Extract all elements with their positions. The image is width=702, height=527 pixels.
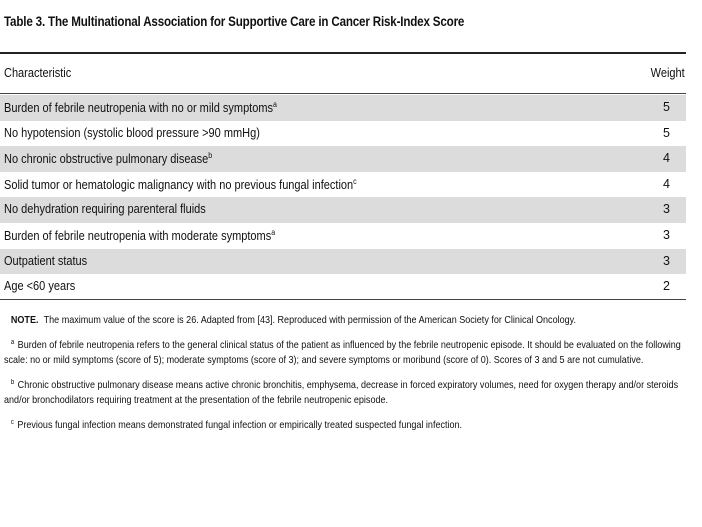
row-weight: 3 <box>663 253 670 268</box>
row-weight: 4 <box>663 151 670 166</box>
footnote-mark: a <box>10 338 15 346</box>
footnote-mark: c <box>353 176 357 186</box>
footnote-mark: b <box>208 151 213 161</box>
row-weight: 2 <box>663 279 670 294</box>
footnote-b <box>4 375 686 409</box>
footnote-text: Previous fungal infection means demonstrated fungal infection or empirically treated suspected fungal infection. <box>17 418 463 431</box>
row-weight: 3 <box>663 202 670 217</box>
footnote-mark: c <box>10 418 14 426</box>
table-body <box>0 95 686 300</box>
row-weight: 5 <box>663 100 670 114</box>
row-weight: 4 <box>663 176 670 191</box>
table-row <box>0 121 686 147</box>
row-label: No dehydration requiring parenteral fluids <box>4 202 206 217</box>
table-top-rule <box>0 52 686 54</box>
table-row <box>0 197 686 223</box>
row-label: No chronic obstructive pulmonary disease$^b$ <box>4 151 213 167</box>
row-label: Outpatient status <box>4 253 88 268</box>
row-label: Age <60 years <box>4 279 76 294</box>
header-weight: Weight <box>650 66 685 80</box>
note-paragraph <box>4 313 686 329</box>
table-header-rule <box>0 93 686 94</box>
note-label: NOTE. <box>10 314 39 326</box>
table-row <box>0 172 686 198</box>
footnote-mark: a <box>271 227 276 237</box>
table-row <box>0 249 686 275</box>
footnote-a <box>4 335 686 369</box>
footnote-mark: a <box>273 100 277 109</box>
table-row <box>0 146 686 172</box>
table-header-row <box>0 62 686 86</box>
row-weight: 5 <box>663 125 670 140</box>
table-row <box>0 274 686 300</box>
note-text: The maximum value of the score is 26. Adapted from [43]. Reproduced with permission of the American Society for Clinical Oncology. <box>43 314 576 326</box>
header-characteristic: Characteristic <box>4 66 72 80</box>
table-row <box>0 223 686 249</box>
row-weight: 3 <box>663 227 670 242</box>
row-label: No hypotension (systolic blood pressure >90 mmHg) <box>4 125 260 140</box>
footnote-text: Chronic obstructive pulmonary disease means active chronic bronchitis, emphysema, decrease in forced expiratory volumes, need for oxygen therapy and/or steroids and/or bronchodilators requiring treatment at the presentation of the febrile neutropenic episode. <box>4 378 679 406</box>
table-row <box>0 95 686 121</box>
table-bottom-rule <box>0 299 686 300</box>
table-notes <box>4 313 686 439</box>
footnote-c <box>4 415 686 434</box>
row-label: Solid tumor or hematologic malignancy with no previous fungal infection$^c$ <box>4 176 357 192</box>
row-label: Burden of febrile neutropenia with no or mild symptoms$^a$ <box>4 100 277 115</box>
footnote-text: Burden of febrile neutropenia refers to the general clinical status of the patient as influenced by the febrile neutropenic episode. It should be evaluated on the following scale: no or mild symptoms (score of 5); moderate symptoms (score of 3); and severe symptoms or moribund (score of 0). Scores of 3 and 5 are not cumulative. <box>4 338 681 366</box>
row-label: Burden of febrile neutropenia with moderate symptoms$^a$ <box>4 227 276 243</box>
table-title: Table 3. The Multinational Association for Supportive Care in Cancer Risk-Index Score <box>4 14 465 29</box>
footnote-mark: b <box>10 378 15 386</box>
